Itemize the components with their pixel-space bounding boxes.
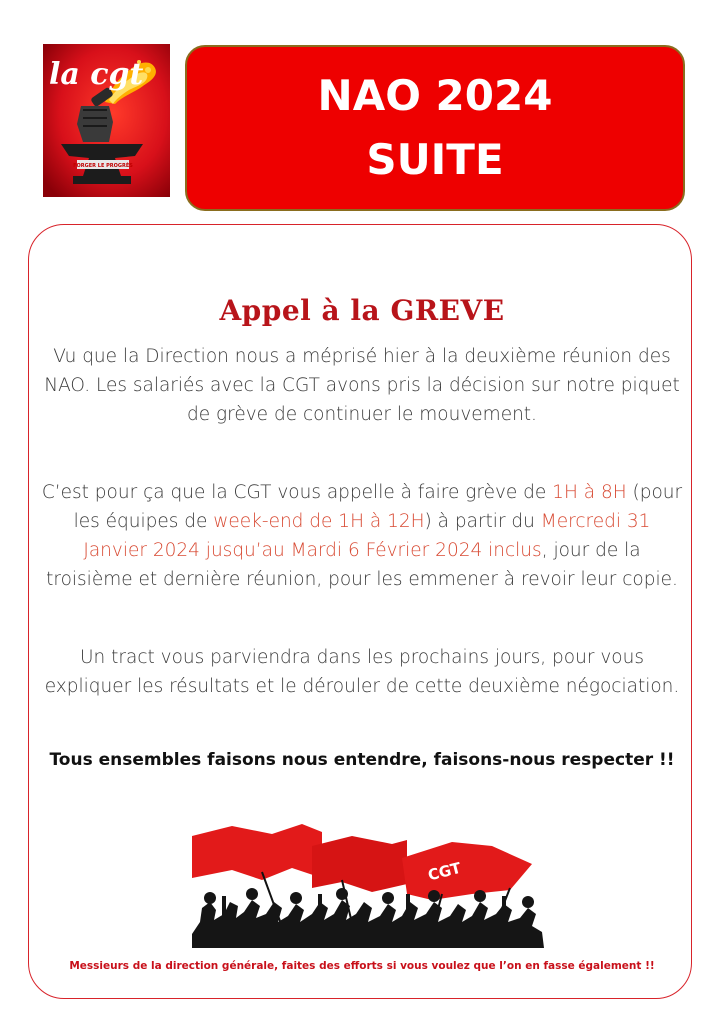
title-line-2: SUITE (366, 135, 504, 184)
cgt-logo-graphic (43, 44, 170, 197)
paragraph-2-text-1: C’est pour ça que la CGT vous appelle à faire grève de (41, 482, 553, 503)
logo-ribbon-text: FORGER LE PROGRÈS (73, 163, 133, 169)
footer-note: Messieurs de la direction générale, faites des efforts si vous voulez que l’on en fasse également !! (69, 960, 655, 972)
weekend-hours: week-end de 1H à 12H (213, 511, 425, 532)
paragraph-3: Un tract vous parviendra dans les prochains jours, pour vous expliquer les résultats et le dérouler de cette deuxième négociation. (44, 647, 680, 697)
title-banner (185, 45, 685, 211)
logo-text: la cgt (49, 57, 144, 92)
protest-illustration (192, 822, 552, 952)
strike-hours: 1H à 8H (552, 482, 627, 503)
paragraph-2-text-3: ) à partir du (424, 511, 541, 532)
cgt-logo (43, 44, 170, 197)
title-line-1: NAO 2024 (317, 71, 553, 120)
paragraph-1: Vu que la Direction nous a méprisé hier à la deuxième réunion des NAO. Les salariés avec la CGT avons pris la décision sur notre piquet de grève de continuer le mouvement. (44, 346, 680, 425)
paragraph-2 (40, 478, 684, 594)
banner-text: CGT (426, 858, 463, 885)
slogan: Tous ensembles faisons nous entendre, faisons-nous respecter !! (49, 750, 675, 770)
strike-dates: Mercredi 31 Janvier 2024 jusqu’au Mardi 6 Février 2024 inclus (83, 511, 651, 561)
paragraph-2-text-2: (pour les équipes de (73, 482, 683, 532)
paragraph-2-text-4: , jour de la troisième et dernière réunion, pour les emmener à revoir leur copie. (46, 540, 678, 590)
protest-graphic (192, 822, 552, 952)
main-heading: Appel à la GREVE (219, 294, 505, 327)
